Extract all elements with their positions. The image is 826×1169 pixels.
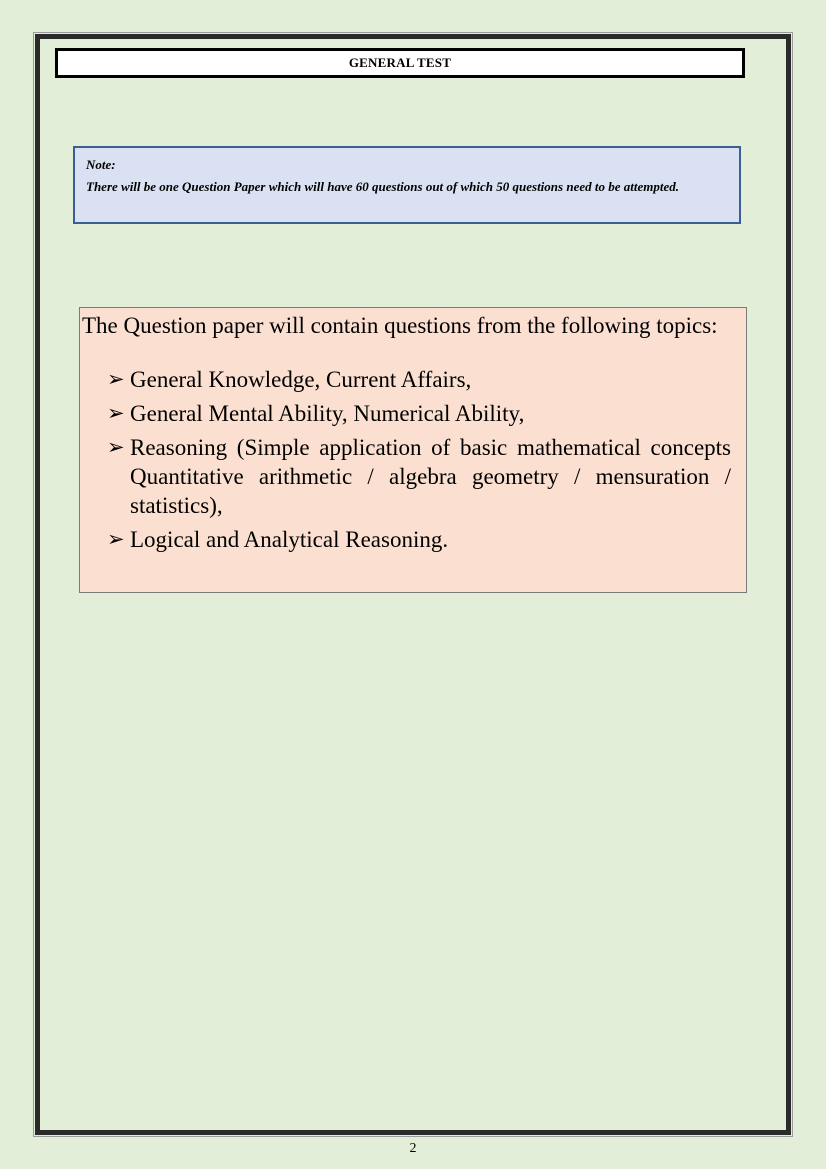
list-item bbox=[82, 399, 731, 428]
list-item bbox=[82, 433, 731, 520]
topics-intro: The Question paper will contain questions from the following topics: bbox=[82, 313, 718, 338]
topic-item-text: General Knowledge, Current Affairs, bbox=[130, 367, 472, 392]
list-item bbox=[82, 525, 731, 554]
note-box bbox=[73, 146, 741, 224]
note-label: Note: bbox=[86, 157, 116, 172]
list-item bbox=[82, 365, 731, 394]
topic-item-text: Reasoning (Simple application of basic mathematical concepts Quantitative arithmetic / algebra geometry / mensuration / statistics), bbox=[130, 435, 731, 518]
note-text: There will be one Question Paper which will have 60 questions out of which 50 questions need to be attempted. bbox=[86, 179, 679, 194]
page-number: 2 bbox=[409, 1141, 417, 1156]
topic-item-text: Logical and Analytical Reasoning. bbox=[130, 527, 449, 552]
arrow-bullet-icon: ➢ bbox=[107, 367, 125, 391]
topics-list bbox=[82, 365, 731, 554]
arrow-bullet-icon: ➢ bbox=[107, 435, 125, 459]
arrow-bullet-icon: ➢ bbox=[107, 527, 125, 551]
page-title bbox=[55, 48, 745, 78]
topic-item-text: General Mental Ability, Numerical Ability, bbox=[130, 401, 525, 426]
arrow-bullet-icon: ➢ bbox=[107, 401, 125, 425]
page-title-text: GENERAL TEST bbox=[348, 55, 452, 70]
topics-box bbox=[79, 307, 747, 593]
